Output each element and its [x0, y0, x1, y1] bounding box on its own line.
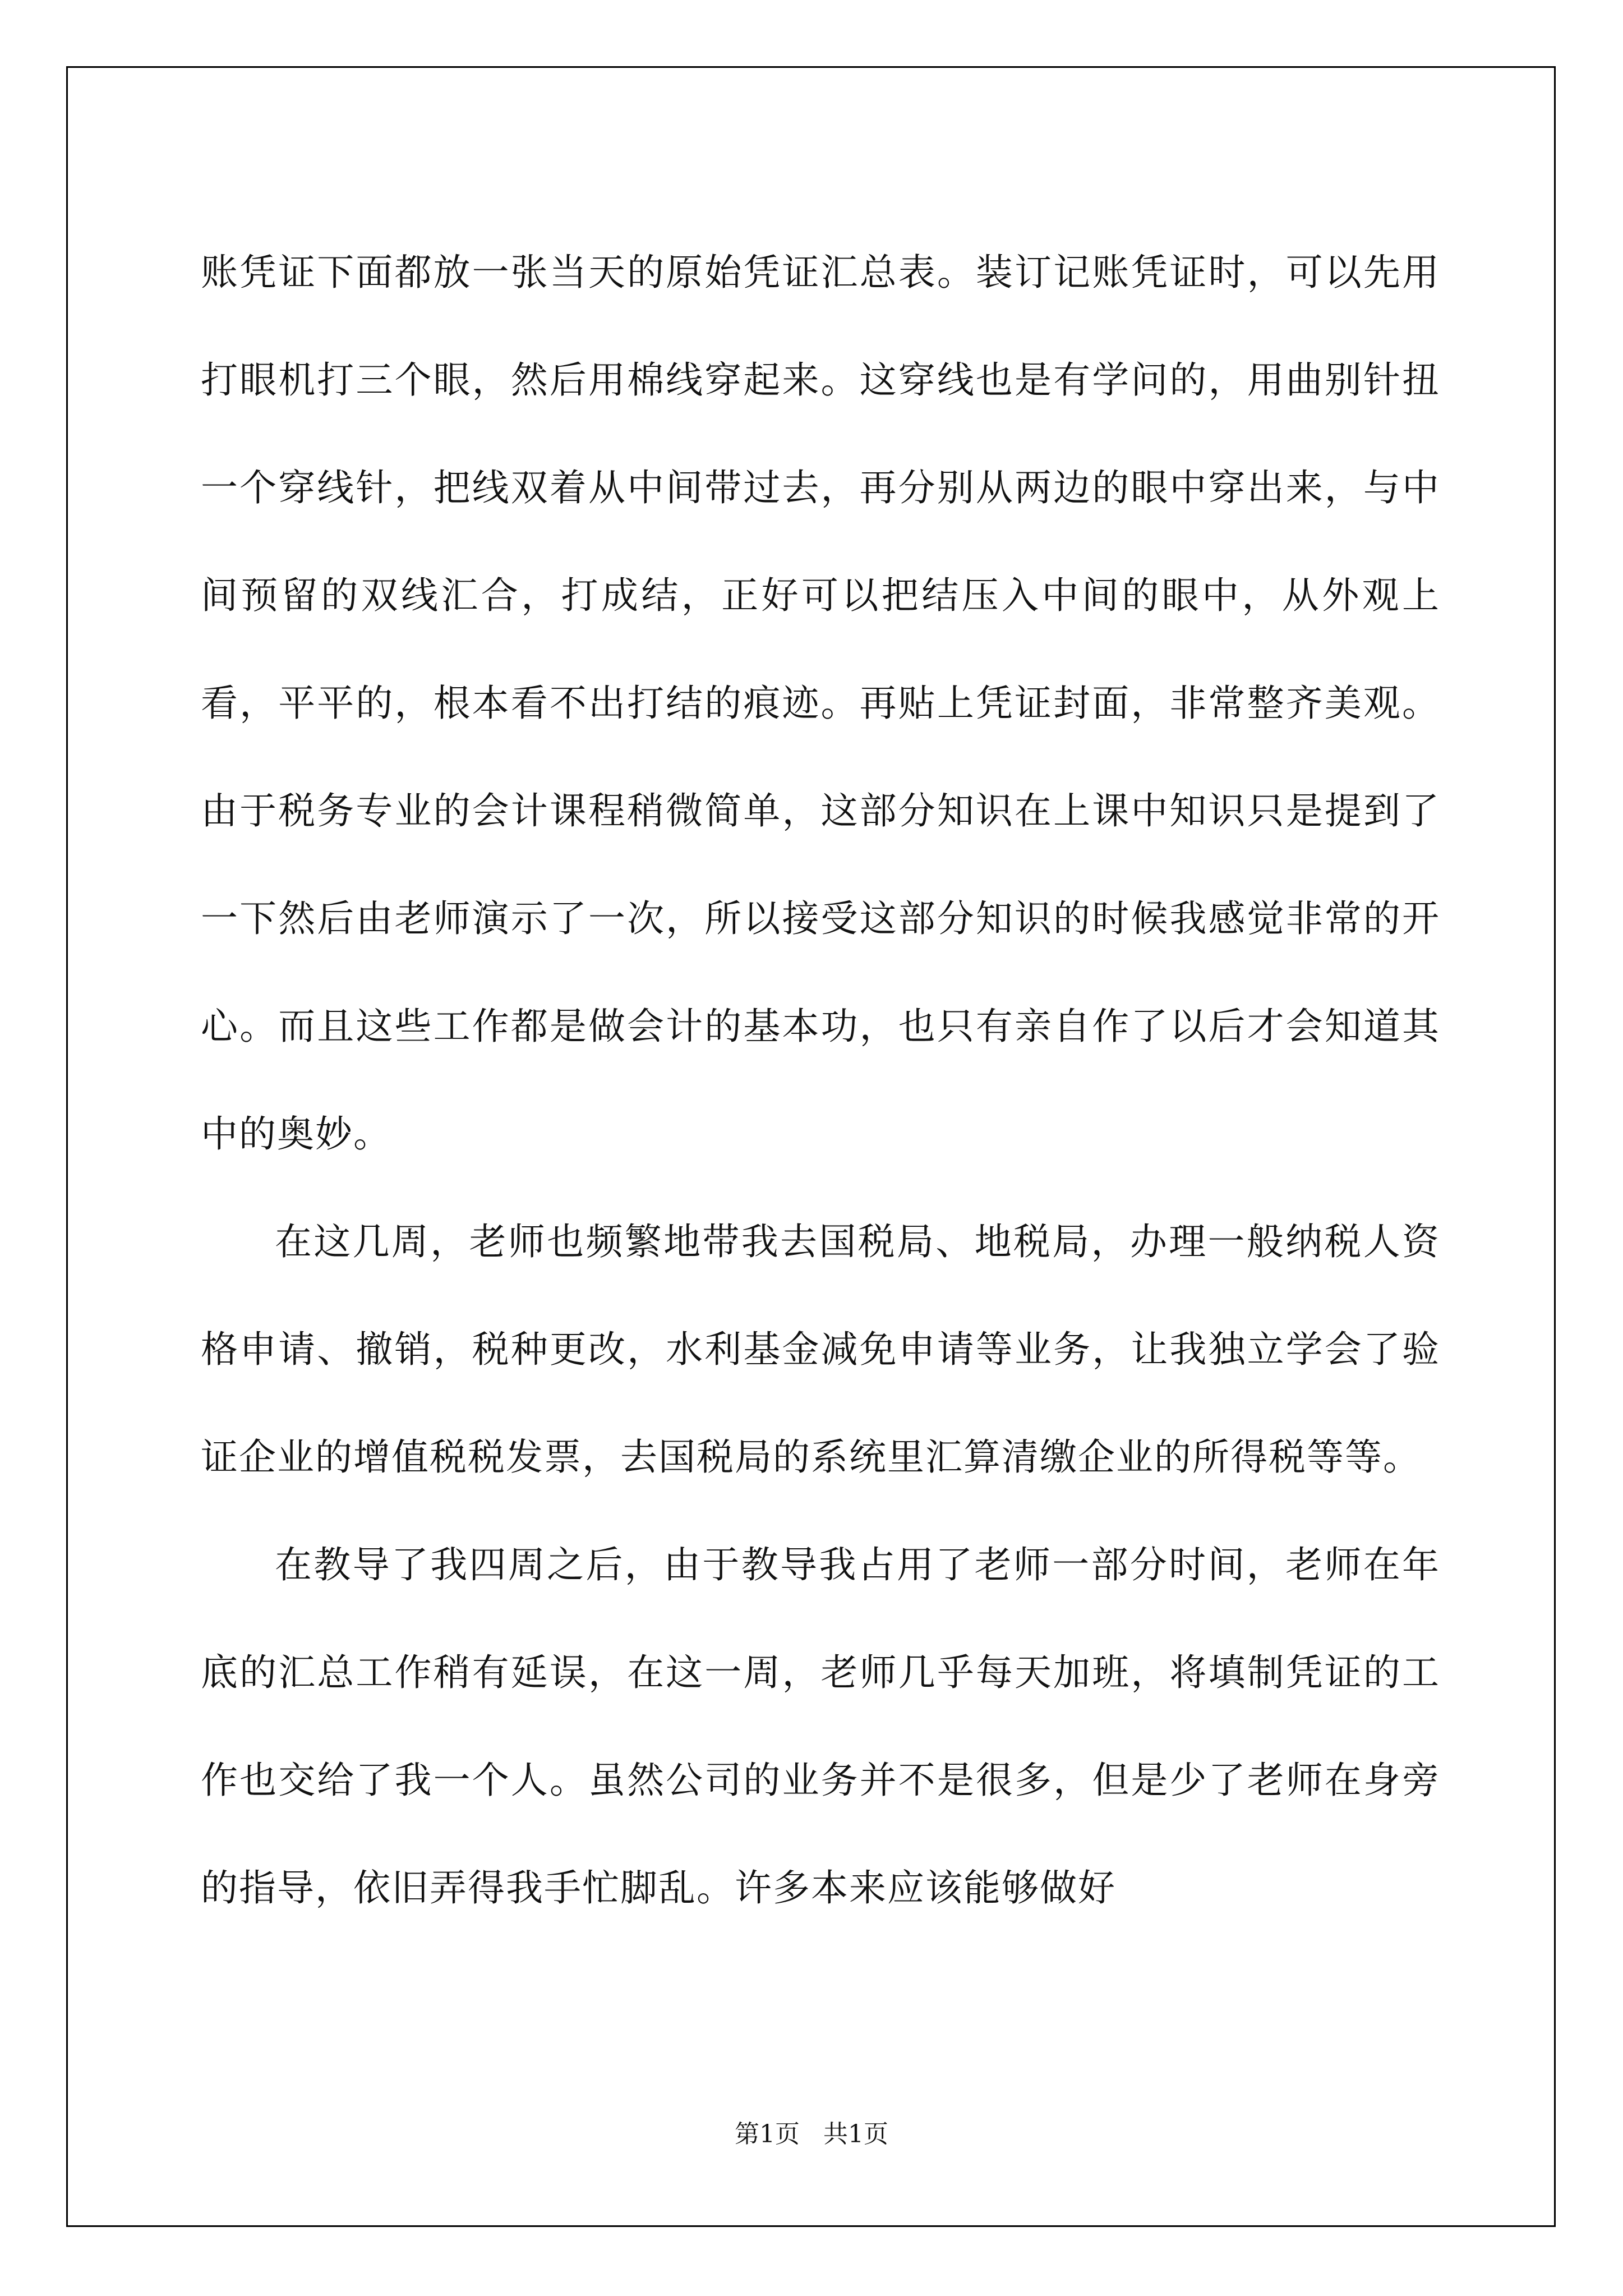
page-number: 第1页 [735, 2120, 800, 2148]
paragraph-2: 在这几周，老师也频繁地带我去国税局、地税局，办理一般纳税人资格申请、撤销，税种更改，水利基金减免申请等业务，让我独立学会了验证企业的增值税税发票，去国税局的系统里汇算清缴企业的所得税等等。 [201, 1220, 1440, 1479]
page-footer [0, 2114, 1623, 2150]
page-total: 共1页 [823, 2120, 888, 2148]
paragraph-1: 账凭证下面都放一张当天的原始凭证汇总表。装订记账凭证时，可以先用打眼机打三个眼，然后用棉线穿起来。这穿线也是有学问的，用曲别针扭一个穿线针，把线双着从中间带过去，再分别从两边的眼中穿出来，与中间预留的双线汇合，打成结，正好可以把结压入中间的眼中，从外观上看，平平的，根本看不出打结的痕迹。再贴上凭证封面，非常整齐美观。由于税务专业的会计课程稍微简单，这部分知识在上课中知识只是提到了一下然后由老师演示了一次，所以接受这部分知识的时候我感觉非常的开心。而且这些工作都是做会计的基本功，也只有亲自作了以后才会知道其中的奥妙。 [201, 251, 1440, 1156]
paragraph-3: 在教导了我四周之后，由于教导我占用了老师一部分时间，老师在年底的汇总工作稍有延误，在这一周，老师几乎每天加班，将填制凭证的工作也交给了我一个人。虽然公司的业务并不是很多，但是少了老师在身旁的指导，依旧弄得我手忙脚乱。许多本来应该能够做好 [201, 1543, 1440, 1910]
document-body [201, 219, 1440, 1942]
